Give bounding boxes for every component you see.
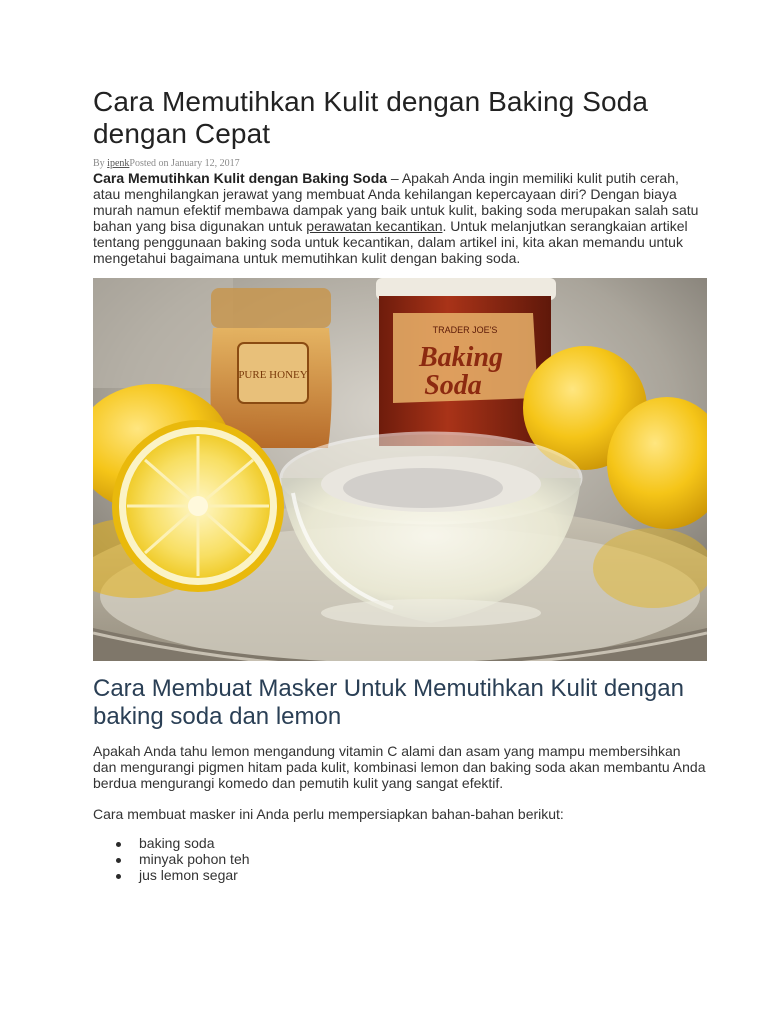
intro-paragraph bbox=[93, 170, 707, 266]
section-paragraph-1: Apakah Anda tahu lemon mengandung vitamin C alami dan asam yang mampu membersihkan dan mengurangi pigmen hitam pada kulit, kombinasi lemon dan baking soda akan membantu Anda berdua mengurangi komedo dan pemutih kulit yang sangat efektif. bbox=[93, 743, 706, 791]
list-item: jus lemon segar bbox=[139, 867, 707, 883]
article bbox=[93, 86, 707, 883]
jar-label-baking: Baking bbox=[418, 342, 504, 373]
section-paragraph-2: Cara membuat masker ini Anda perlu mempersiapkan bahan-bahan berikut: bbox=[93, 806, 564, 822]
author-link[interactable]: ipenk bbox=[107, 158, 130, 169]
list-item: minyak pohon teh bbox=[139, 851, 707, 867]
article-title: Cara Memutihkan Kulit dengan Baking Soda dengan Cepat bbox=[93, 86, 649, 149]
intro-text-1: – Apakah Anda ingin memiliki kulit putih cerah, atau menghilangkan jerawat yang membuat Anda kehilangan kepercayaan diri? Dengan biaya murah namun efektif membawa dampak yang baik untuk kulit, baking soda merupakan salah satu bahan yang bisa digunakan untuk bbox=[93, 170, 699, 234]
lemon-half bbox=[112, 420, 284, 592]
jar-brand: TRADER JOE'S bbox=[432, 325, 498, 335]
ingredient-list bbox=[93, 835, 707, 883]
list-item: baking soda bbox=[139, 835, 707, 851]
intro-text-2: . Untuk melanjutkan serangkaian artikel tentang penggunaan baking soda untuk kecantikan, dalam artikel ini, kita akan memandu untuk mengetahui bagaimana untuk memutihkan kulit dengan baking soda. bbox=[93, 218, 688, 266]
lemon-baking-soda-photo bbox=[93, 278, 707, 661]
beauty-care-link[interactable]: perawatan kecantikan bbox=[306, 218, 443, 234]
byline bbox=[93, 158, 707, 170]
honey-label: PURE HONEY bbox=[238, 369, 308, 381]
byline-by: By bbox=[93, 158, 108, 169]
jar-label-soda: Soda bbox=[424, 370, 482, 401]
byline-date: Posted on January 12, 2017 bbox=[129, 158, 240, 169]
section-heading: Cara Membuat Masker Untuk Memutihkan Kulit dengan baking soda dan lemon bbox=[93, 675, 684, 730]
honey-jar bbox=[211, 288, 332, 448]
intro-lead: Cara Memutihkan Kulit dengan Baking Soda bbox=[93, 170, 388, 186]
